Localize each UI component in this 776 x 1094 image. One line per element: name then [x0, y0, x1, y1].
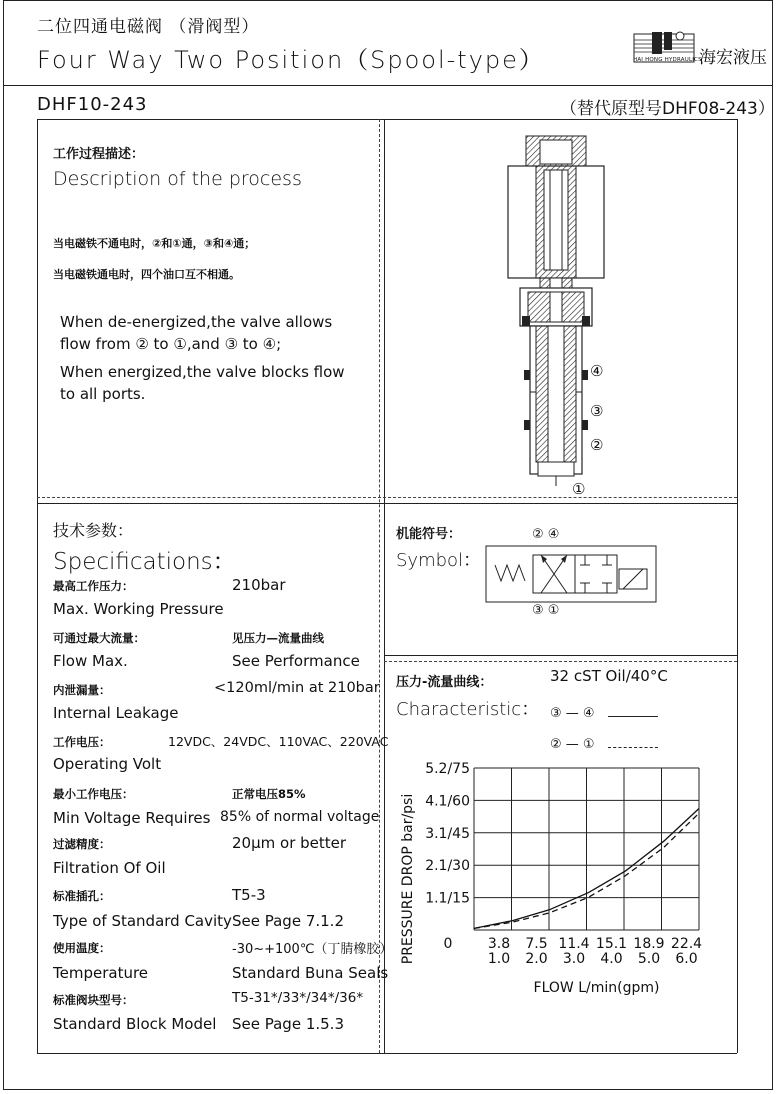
symbol-heading-en: Symbol：: [396, 550, 482, 571]
spec-value-secondary: See Page 1.5.3: [232, 1015, 344, 1033]
valve-symbol-icon: [485, 545, 660, 603]
process-desc-4: to all ports.: [60, 385, 146, 403]
chart-x-tick-label-gpm: 2.0: [525, 951, 548, 967]
chart-y-tick-label: 2.1/30: [425, 858, 470, 875]
spec-value: 210bar: [232, 576, 286, 594]
spec-label-en: Max. Working Pressure: [53, 600, 224, 618]
spec-label-en: Operating Volt: [53, 755, 162, 773]
replacement-model: （替代原型号DHF08-243）: [560, 99, 775, 119]
process-heading-cn: 工作过程描述：: [53, 147, 145, 162]
chart-x-tick-label: 3.8: [487, 936, 511, 952]
spec-label-cn: 最高工作压力：: [53, 579, 134, 593]
spec-value-secondary: See Performance: [232, 652, 360, 670]
chart-x-tick-label: 7.5: [525, 936, 548, 952]
process-heading-en: Description of the process: [53, 168, 302, 190]
left-border: [37, 119, 38, 1053]
chart-svg: [384, 740, 737, 1060]
spec-label-cn: 标准阀块型号：: [53, 993, 134, 1007]
section-top-line: [37, 119, 737, 120]
chart-y-tick-label: 1.1/15: [425, 890, 470, 907]
spec-label-cn: 最小工作电压：: [53, 787, 134, 801]
spec-value: -30~+100℃（丁腈橡胶）: [232, 942, 393, 957]
chart-x-tick-label: 18.9: [633, 936, 665, 952]
spec-label-en: Filtration Of Oil: [53, 859, 166, 877]
title-en: Four Way Two Position（Spool-type）: [37, 46, 545, 74]
legend-solid-line: [608, 716, 658, 717]
port-3-label: ③: [590, 402, 604, 420]
spec-label-en: Temperature: [53, 964, 149, 982]
spec-label-cn: 标准插孔：: [53, 889, 111, 903]
spec-label-cn: 过滤精度：: [53, 837, 111, 851]
spec-value: 正常电压85%: [232, 787, 306, 801]
chart-x-tick-label: 22.4: [670, 936, 703, 952]
chart-y-tick-label: 5.2/75: [425, 761, 470, 777]
port-2-label: ②: [590, 436, 604, 454]
specs-heading-en: Specifications：: [53, 549, 236, 575]
process-desc-1: When de-energized,the valve allows: [60, 313, 333, 331]
right-border: [737, 119, 738, 1053]
title-cn: 二位四通电磁阀 （滑阀型）: [37, 17, 260, 37]
symbol-divider-b: [384, 661, 737, 662]
chart-x-tick-label-gpm: 6.0: [675, 951, 698, 967]
chart-x-tick-label-gpm: 3.0: [562, 951, 586, 967]
chart-x-tick-label-gpm: 4.0: [600, 951, 623, 967]
spec-label-cn: 可通过最大流量：: [53, 631, 145, 645]
spec-value: <120ml/min at 210bar: [214, 680, 380, 696]
brand-name-cn: 海宏液压: [699, 48, 767, 68]
spec-label-cn: 使用温度：: [53, 941, 111, 955]
port-4-label: ④: [590, 362, 604, 380]
chart-x-origin-label: 0: [443, 936, 453, 952]
spec-value: T5-3: [232, 886, 266, 904]
model-number: DHF10-243: [37, 94, 148, 115]
symbol-divider-a: [384, 655, 737, 656]
pressure-flow-chart: [384, 740, 737, 1060]
spec-value: T5-31*/33*/34*/36*: [232, 990, 364, 1006]
char-heading-en: Characteristic：: [396, 699, 540, 720]
spec-label-en: Type of Standard Cavity: [53, 912, 232, 930]
port-1-label: ①: [572, 480, 586, 498]
spec-label-en: Flow Max.: [53, 652, 128, 670]
chart-x-tick-label: 11.4: [558, 936, 590, 952]
hydraulic-symbol: [485, 545, 660, 603]
spec-value-secondary: See Page 7.1.2: [232, 912, 344, 930]
symbol-bottom-ports: ③ ①: [532, 603, 560, 618]
spec-value: 20μm or better: [232, 834, 347, 852]
chart-y-axis-label: PRESSURE DROP bar/psi: [400, 793, 416, 965]
spec-label-en: Standard Block Model: [53, 1015, 217, 1033]
chart-x-tick-label-gpm: 1.0: [487, 951, 511, 967]
process-desc-2: flow from ② to ①,and ③ to ④;: [60, 335, 282, 353]
spec-label-cn: 工作电压：: [53, 735, 111, 749]
char-oil-spec: 32 cST Oil/40°C: [550, 667, 668, 685]
chart-y-tick-label: 3.1/45: [425, 825, 470, 842]
chart-x-tick-label-gpm: 5.0: [637, 951, 661, 967]
spec-value: 见压力—流量曲线: [232, 631, 324, 645]
spec-value: 12VDC、24VDC、110VAC、220VAC: [168, 734, 389, 749]
chart-x-axis-label: FLOW L/min(gpm): [533, 980, 660, 996]
center-divider-a: [379, 119, 380, 1053]
mid-divider-a: [37, 497, 737, 498]
char-heading-cn: 压力-流量曲线：: [396, 675, 493, 690]
legend-solid-label: ③ — ④: [550, 706, 595, 721]
spec-value-secondary: 85% of normal voltage: [220, 809, 380, 825]
process-line2-cn: 当电磁铁通电时，四个油口互不相通。: [53, 268, 240, 281]
chart-y-tick-label: 4.1/60: [425, 793, 470, 810]
symbol-top-ports: ② ④: [532, 527, 560, 542]
spec-label-cn: 内泄漏量：: [53, 683, 111, 697]
process-desc-3: When energized,the valve blocks flow: [60, 363, 345, 381]
symbol-heading-cn: 机能符号：: [396, 527, 462, 542]
logo-text: HAI HONG HYDRAULICS: [633, 57, 702, 63]
spec-label-en: Internal Leakage: [53, 704, 179, 722]
spec-value-secondary: Standard Buna Seals: [232, 964, 389, 982]
mid-divider-b: [37, 503, 737, 504]
process-line1-cn: 当电磁铁不通电时，②和①通，③和④通；: [53, 237, 256, 250]
legend-dashed-label: ② — ①: [550, 737, 595, 752]
spec-label-en: Min Voltage Requires: [53, 809, 211, 827]
chart-x-tick-label: 15.1: [595, 936, 628, 952]
header-divider: [3, 85, 773, 86]
specs-heading-cn: 技术参数：: [53, 521, 134, 540]
